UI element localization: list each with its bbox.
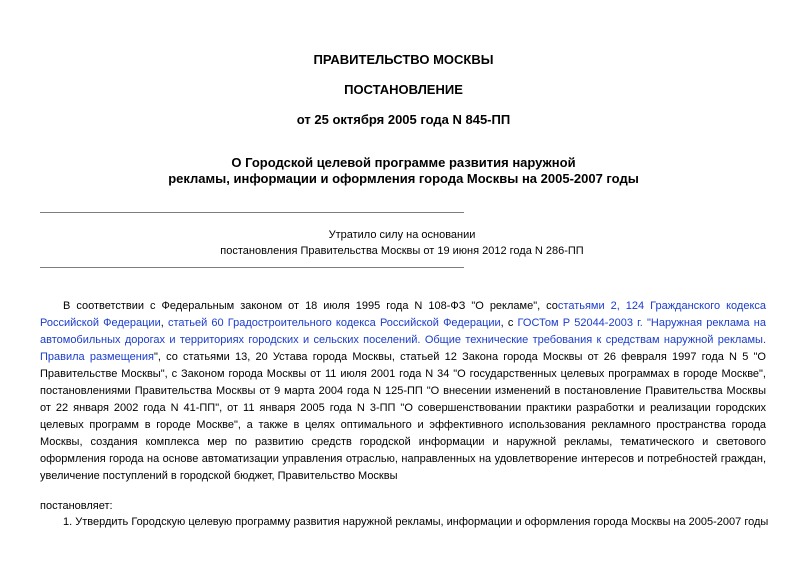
repeal-note bbox=[40, 227, 764, 259]
item-1: 1. Утвердить Городскую целевую программу развития наружной рекламы, информации и оформления города Москвы на 2005-2007 годы bbox=[63, 516, 769, 528]
doc-type: ПОСТАНОВЛЕНИЕ bbox=[344, 82, 463, 97]
resolves-label: постановляет: bbox=[40, 500, 113, 512]
preamble-paragraph bbox=[40, 298, 766, 485]
divider-top bbox=[40, 212, 464, 213]
repeal-note-line2: постановления Правительства Москвы от 19 июня 2012 года N 286-ПП bbox=[220, 245, 584, 257]
preamble-text-3: , с bbox=[500, 317, 518, 329]
preamble-text-4: ", со статьями 13, 20 Устава города Москвы, статьей 12 Закона города Москвы от 26 февраля 1997 года N 5 "О Правительстве Москвы", с Законом города Москвы от 11 июля 2001 года N 34 "О государственных целевых программах в городе Москве", постановлениями Правительства Москвы от 9 марта 2004 года N 125-ПП "О внесении изменений в постановление Правительства Москвы от 22 января 2002 года N 41-ПП", от 11 января 2005 года N 3-ПП "О совершенствовании практики разработки и реализации городских целевых программ в городе Москве", а также в целях оптимального и эффективного использования рекламного пространства города Москвы, создания комплекса мер по развитию средств городской информации и наружной рекламы, тематического и светового оформления города на основе автоматизации управления отраслью, направленных на удовлетворение интересов и потребностей граждан, увеличение поступлений в городской бюджет, Правительство Москвы bbox=[40, 351, 766, 482]
doc-date-number: от 25 октября 2005 года N 845-ПП bbox=[296, 112, 511, 127]
urban-planning-code-link[interactable]: статьей 60 Градостроительного кодекса Российской Федерации bbox=[167, 317, 501, 329]
org-name: ПРАВИТЕЛЬСТВО МОСКВЫ bbox=[313, 52, 494, 67]
doc-title-line1: О Городской целевой программе развития наружной bbox=[231, 155, 576, 170]
civil-code-link[interactable]: статьями 2, 124 Гражданского кодекса Российской Федерации bbox=[40, 300, 766, 329]
doc-title-line2: рекламы, информации и оформления города Москвы на 2005-2007 годы bbox=[168, 171, 639, 186]
divider-bottom bbox=[40, 267, 464, 268]
gost-link[interactable]: ГОСТом Р 52044-2003 г. "Наружная реклама на автомобильных дорогах и территориях городских и сельских поселений. Общие технические требования к средствам наружной рекламы. Правила размещения bbox=[40, 317, 766, 363]
doc-title bbox=[0, 155, 807, 187]
repeal-note-line1: Утратило силу на основании bbox=[328, 229, 476, 241]
preamble-text-1: В соответствии с Федеральным законом от 18 июля 1995 года N 108-ФЗ "О рекламе", со bbox=[63, 300, 558, 312]
preamble-text-2: , bbox=[160, 317, 168, 329]
